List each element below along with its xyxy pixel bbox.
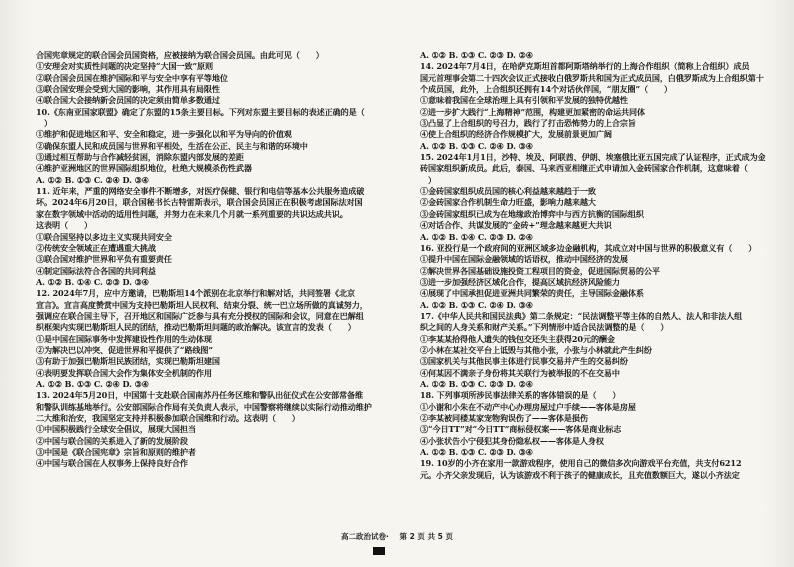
text-line: 16. 亚投行是一个政府间的亚洲区域多边金融机构，其成立对中国与世界的积极意义有（ ）: [420, 242, 757, 253]
text-line: ②确保东盟人民和成员国与世界和平相处，生活在公正、民主与和谐的环境中: [36, 140, 308, 151]
text-line: 15. 2024年1月1日，沙特、埃及、阿联酋、伊朗、埃塞俄比亚五国完成了认证程序，正式成为金: [420, 152, 766, 163]
left-column: [36, 50, 404, 528]
text-line: 12. 2024年7月，应中方邀请，巴勒斯坦14个派别在北京举行和解对话，共同签署《北京: [36, 288, 356, 299]
print-mark: [373, 547, 385, 555]
text-line: ②小林在某社交平台上诋毁与其他小张，小张与小林就此产生纠纷: [420, 344, 652, 355]
text-line: ③金砖国家组织已成为在地缘政治博弈中与西方抗衡的国际组织: [420, 208, 644, 219]
text-line: ④表明要发挥联合国大会作为集体安全机制的作用: [36, 367, 212, 378]
text-line: ）: [36, 118, 52, 129]
text-line: ④维护亚洲地区的世界国际组织地位，杜绝大规模杀伤性武器: [36, 163, 252, 174]
text-line: ）: [420, 174, 436, 185]
footer-page-number: 第 2 页 共 5 页: [399, 532, 453, 541]
text-line: ②解决世界各国基础设施投资工程项目的资金，促进国际贸易的公平: [420, 265, 660, 276]
text-line: 10.《东南亚国家联盟》确定了东盟的15条主要目标。下列对东盟主要目标的表述正确的是（: [36, 106, 365, 117]
text-line: ③通过相互帮助与合作减轻贫困，消除东盟内部发展的差距: [36, 152, 244, 163]
text-line: ③凸显了上合组织的号召力，践行了打击恐怖势力的上合宗旨: [420, 118, 636, 129]
text-line: 13. 2024年5月20日，中国第十支赴联合国南苏丹任务区维和警队出征仪式在公安部常备维: [36, 390, 364, 401]
text-line: ②金砖国家合作机制生命力旺盛，影响力越来越大: [420, 197, 596, 208]
text-line: 家在数字领域中活动的适用性问题，并努力在未来几个月就一系列重要的共识达成共识。: [36, 208, 348, 219]
text-line: ①小谢和小朱在不动产中心办理房屋过户手续——客体是房屋: [420, 401, 636, 412]
text-line: ②传统安全领域正在遭遇重大挑战: [36, 242, 156, 253]
page-footer: [0, 531, 794, 542]
text-line: A. ①② B. ①④ C. ②③ D. ②④: [420, 231, 533, 242]
text-line: A. ①② B. ①④ C. ②③ D. ③④: [36, 276, 149, 287]
text-line: ④展现了中国承担促进亚洲共同繁荣的责任，主导国际金融体系: [420, 288, 644, 299]
text-line: 个成员国，此外，上合组织还拥有14个对话伙伴国，“朋友圈”（ ）: [420, 84, 672, 95]
text-line: 18. 下列事项所涉民事法律关系的客体错误的是（ ）: [420, 390, 621, 401]
text-line: ④小张状告小宁侵犯其身份隐私权——客体是人身权: [420, 435, 604, 446]
text-line: ②为解决巴以冲突、促进世界和平提供了“路线图”: [36, 344, 213, 355]
text-line: 织框架内实现巴勒斯坦人民的团结，推动巴勒斯坦问题的政治解决。该宣言的发表（ ）: [36, 322, 356, 333]
text-line: ④中国与联合国在人权事务上保持良好合作: [36, 458, 188, 469]
right-column: [420, 50, 788, 528]
text-line: 砖国家组织新成员。此后，泰国、马来西亚相继正式申请加入金砖国家合作机制，这意味着（: [420, 163, 748, 174]
text-line: 合国宪章规定的联合国会员国资格，应被接纳为联合国会员国。由此可见（ ）: [36, 50, 324, 60]
text-line: ②中国与联合国的关系进入了新的发展阶段: [36, 435, 188, 446]
text-line: 14. 2024年7月4日，在哈萨克斯坦首都阿斯塔纳举行的上海合作组织（简称上合组织）成员: [420, 61, 750, 72]
text-line: ③联合国安理会受到大国的影响，其作用具有局限性: [36, 84, 220, 95]
text-line: 这表明（ ）: [36, 220, 92, 231]
text-line: 二大维和治安，我国坚定支持并积极参加联合国维和行动。这表明（ ）: [36, 413, 300, 423]
text-line: ③中国是《联合国宪章》宗旨和原则的维护者: [36, 447, 196, 458]
footer-subject: 高二政治试卷·: [341, 532, 389, 541]
text-line: ①中国积极践行全球安全倡议，展现大国担当: [36, 424, 196, 435]
text-line: 19. 10岁的小齐在家用一款游戏程序，使用自己的微信多次向游戏平台充值，共支付6212: [420, 458, 742, 469]
text-line: A. ①② B. ①③ C. ②③ D. ②④: [420, 378, 533, 389]
text-line: A. ①② B. ①③ C. ②④ D. ③④: [36, 174, 149, 185]
text-line: ①李某某拾得他人遗失的钱包交还失主获得20元的酬金: [420, 333, 615, 344]
text-line: 元。小齐父亲发现后，认为该游戏不利于孩子的健康成长，且充值数额巨大，遂以小齐法定: [420, 469, 740, 480]
text-line: ④使上合组织的经济合作规模扩大，发展前景更加广阔: [420, 129, 612, 140]
text-line: 坏。2024年6月20日，联合国秘书长古特雷斯表示，联合国会员国正在积极考虑国际法对国: [36, 197, 363, 208]
text-line: A. ①② B. ①③ C. ②④ D. ③④: [420, 140, 533, 151]
text-line: ③联合国对维护世界和平负有重要责任: [36, 254, 172, 265]
text-line: ④联合国大会接纳新会员国的决定须由简单多数通过: [36, 95, 220, 106]
text-line: ①联合国坚持以多边主义实现共同安全: [36, 231, 172, 242]
text-line: ①提升中国在国际金融领域的话语权，推动中国经济的发展: [420, 254, 628, 265]
text-line: 织之间的人身关系和财产关系。”下列情形中适合民法调整的是（ ）: [420, 322, 669, 333]
text-line: ④制定国际法符合各国的共同利益: [36, 265, 156, 276]
text-line: ①金砖国家组织成员国的核心利益越来越趋于一致: [420, 186, 596, 197]
text-line: ④对话合作、共谋发展的“金砖+”理念越来越更大共识: [420, 220, 612, 231]
text-line: A. ①② B. ①③ C. ②③ D. ②④: [420, 50, 533, 60]
text-line: A. ①② B. ①③ C. ②③ D. ③④: [420, 447, 533, 458]
text-line: A. ①② B. ①③ C. ②④ D. ③④: [420, 299, 533, 310]
text-line: ③进一步加强经济区域化合作，提高区域抗经济风险能力: [420, 276, 620, 287]
text-line: 宣言》。宣言高度赞赏中国为支持巴勒斯坦人民权利、结束分裂、统一巴立场所做的真诚努力，: [36, 299, 368, 310]
text-line: 17.《中华人民共和国民法典》第二条规定：“民法调整平等主体的自然人、法人和非法人组: [420, 310, 743, 321]
text-line: ②进一步扩大践行“上海精神”范围，构建更加紧密的命运共同体: [420, 106, 645, 117]
text-line: ④何某因不满亲子身份将其关联行为被举报的不在交易中: [420, 367, 620, 378]
text-line: ①安理会对实质性问题的决定坚持“大国一致”原则: [36, 61, 213, 72]
text-line: ①维护和促进地区和平、安全和稳定，进一步强化以和平为导向的价值观: [36, 129, 292, 140]
text-line: 和警队训练基地举行。公安部国际合作局有关负责人表示，中国警察将继续以实际行动推动维护: [36, 401, 372, 412]
text-line: 11. 近年来，严重的网络安全事件不断增多，对医疗保健、银行和电信等基本公共服务造成破: [36, 186, 365, 197]
text-line: A. ①② B. ①③ C. ②④ D. ③④: [36, 378, 149, 389]
text-line: ①意味着我国在全球治理上具有引领和平发展的独特优越性: [420, 95, 628, 106]
text-line: ①是中国在国际事务中发挥建设性作用的生动体现: [36, 333, 212, 344]
text-line: ③有助于加强巴勒斯坦民族团结，实现巴勒斯坦建国: [36, 356, 220, 367]
text-line: ②联合国会员国在维护国际和平与安全中享有平等地位: [36, 72, 228, 83]
text-line: ②李某被同楼某家宠物狗误伤了——客体是损伤: [420, 413, 588, 423]
text-line: 强调应在联合国主导下，召开地区和国际广泛参与具有充分授权的国际和会议，同意在巴解组: [36, 310, 364, 321]
text-line: 国元首理事会第二十四次会议正式接收白俄罗斯共和国为正式成员国，白俄罗斯成为上合组织第十: [420, 72, 764, 83]
text-line: ③“今日TT”对“今日TT”商标侵权案——客体是商业标志: [420, 424, 622, 435]
text-line: ③国家机关与其他民事主体进行民事交易并产生的交易纠纷: [420, 356, 628, 367]
